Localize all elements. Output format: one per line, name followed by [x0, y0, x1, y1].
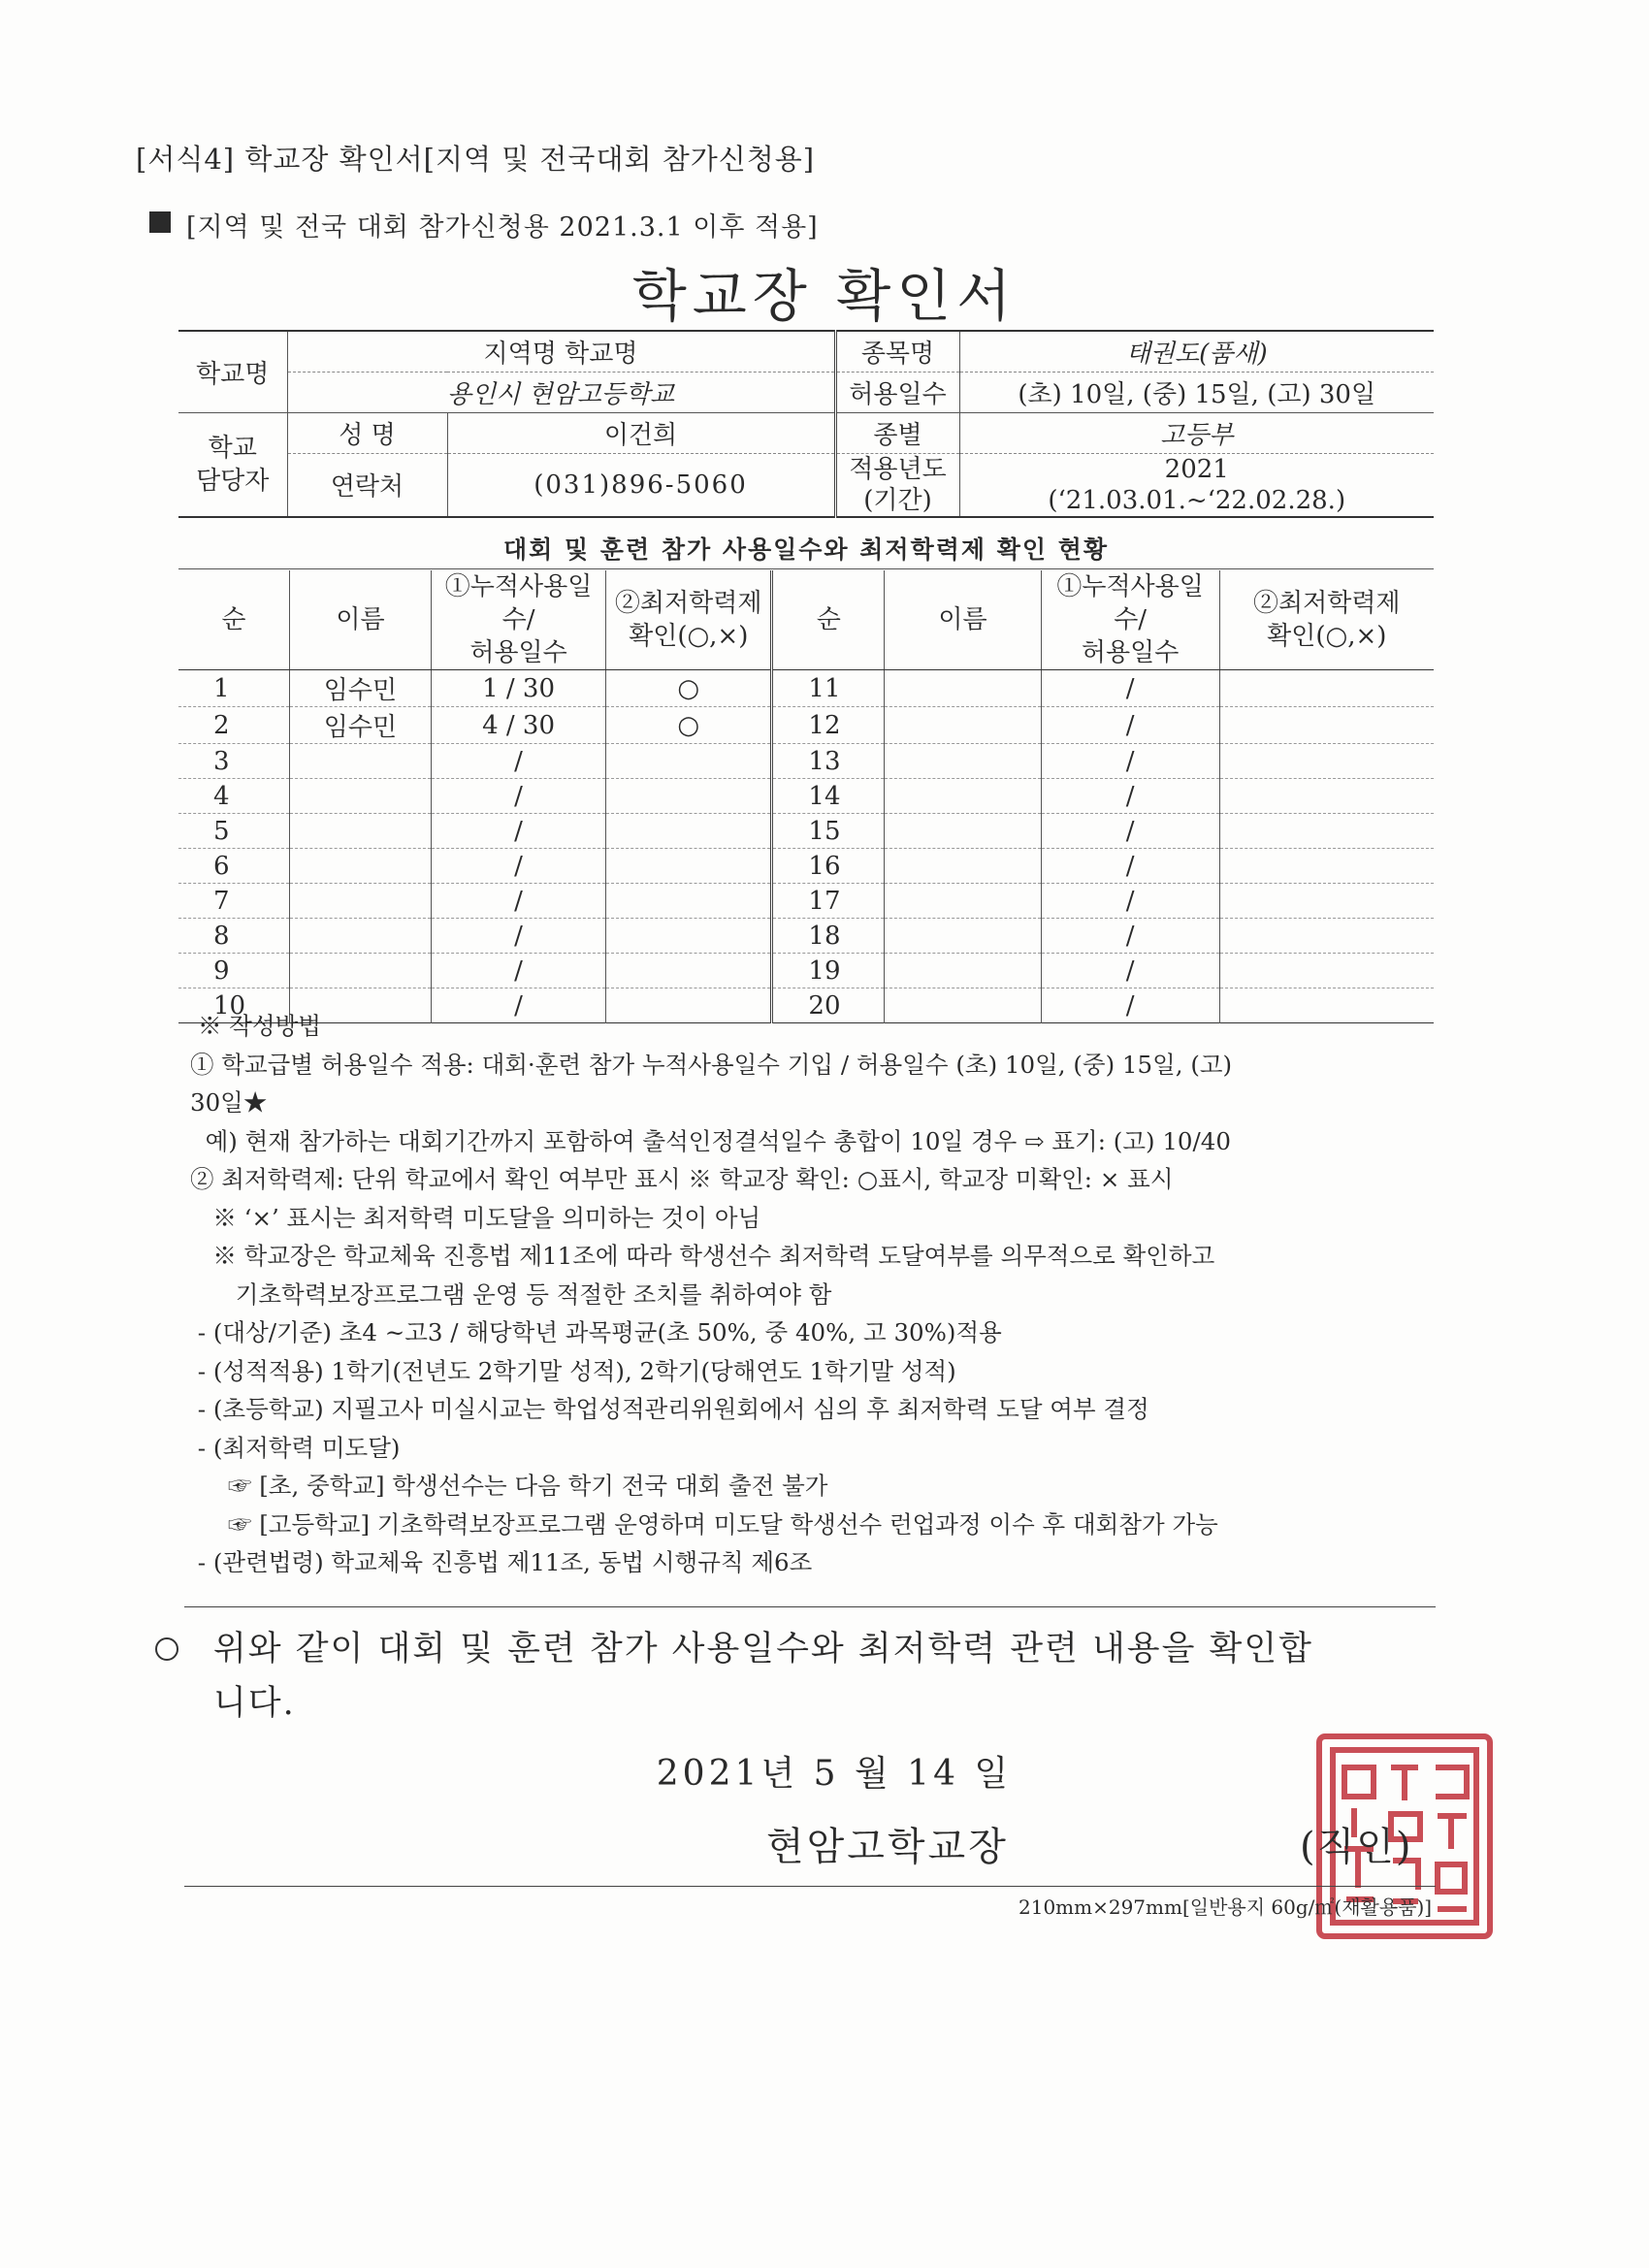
row-days-right: /: [1041, 707, 1219, 744]
row-check-right: [1219, 670, 1434, 707]
row-no: 3: [178, 744, 289, 779]
row-days: /: [432, 884, 606, 919]
writing-instructions: [190, 1007, 1232, 1582]
allowed-days-label: 허용일수: [835, 372, 959, 412]
confirmation-text: [213, 1622, 1426, 1731]
name-value: 이건희: [447, 412, 835, 453]
circle-bullet-icon: [155, 1637, 178, 1661]
notes-lines: [190, 1046, 1232, 1582]
table-row: [178, 814, 1434, 849]
header-grade-line1: ②최저학력제: [614, 589, 762, 618]
note-line: - (초등학교) 지필고사 미실시교는 학업성적관리위원회에서 심의 후 최저학력 도달 여부 결정: [190, 1395, 1149, 1423]
note-line: - (성적적용) 1학기(전년도 2학기말 성적), 2학기(당해연도 1학기말 성적): [190, 1356, 956, 1385]
row-no-right: 20: [772, 988, 885, 1023]
square-bullet-icon: [149, 211, 171, 233]
header-days-line1: ①누적사용일수/: [444, 572, 593, 634]
manager-label-line2: 담당자: [196, 466, 270, 496]
issue-date: 2021년 5 월 14 일: [656, 1754, 1013, 1794]
row-check-right: [1219, 849, 1434, 884]
row-name: 임수민: [289, 707, 431, 744]
note-line: - (최저학력 미도달): [190, 1433, 401, 1462]
row-days-right: /: [1041, 849, 1219, 884]
row-check: [606, 744, 772, 779]
row-no-right: 16: [772, 849, 885, 884]
row-no: 9: [178, 954, 289, 988]
table-row: [178, 670, 1434, 707]
row-days: /: [432, 744, 606, 779]
row-no: 6: [178, 849, 289, 884]
period-value: (‘21.03.01.~‘22.02.28.): [1048, 485, 1346, 515]
note-line: ☞ [고등학교] 기초학력보장프로그램 운영하며 미도달 학생선수 런업과정 이수 후 대회참가 가능: [190, 1509, 1218, 1539]
row-days: /: [432, 919, 606, 954]
event-value: 태권도(품새): [959, 331, 1434, 372]
note-line: - (관련법령) 학교체육 진흥법 제11조, 동법 시행규칙 제6조: [190, 1548, 813, 1576]
header-name-right: 이름: [885, 570, 1041, 670]
event-label: 종목명: [835, 331, 959, 372]
row-no-right: 17: [772, 884, 885, 919]
division-value: 고등부: [959, 412, 1434, 453]
row-no-right: 13: [772, 744, 885, 779]
row-no: 4: [178, 779, 289, 814]
note-line: ※ 학교장은 학교체육 진흥법 제11조에 따라 학생선수 최저학력 도달여부를 의무적으로 확인하고: [190, 1242, 1215, 1270]
row-days: /: [432, 814, 606, 849]
row-name: [289, 849, 431, 884]
year-value: 2021: [1164, 454, 1229, 484]
header-grade-right-line2: 확인(○,×): [1267, 622, 1387, 651]
confirmation-line1: 위와 같이 대회 및 훈련 참가 사용일수와 최저학력 관련 내용을 확인합: [213, 1630, 1313, 1669]
contact-label: 연락처: [287, 453, 447, 517]
notes-heading: ※ 작성방법: [198, 1012, 321, 1040]
note-line: ☞ [초, 중학교] 학생선수는 다음 학기 전국 대회 출전 불가: [190, 1472, 828, 1500]
division-label: 종별: [835, 412, 959, 453]
row-days-right: /: [1041, 988, 1219, 1023]
name-label: 성 명: [287, 412, 447, 453]
row-name-right: [885, 814, 1041, 849]
row-no: 2: [178, 707, 289, 744]
row-check-right: [1219, 919, 1434, 954]
row-check: ○: [606, 707, 772, 744]
row-no-right: 11: [772, 670, 885, 707]
row-check-right: [1219, 707, 1434, 744]
row-name-right: [885, 884, 1041, 919]
form-number-tag: [서식4] 학교장 확인서[지역 및 전국대회 참가신청용]: [136, 143, 816, 176]
school-value: 용인시 현암고등학교: [287, 372, 835, 412]
status-table: [178, 570, 1434, 1023]
row-name: [289, 884, 431, 919]
manager-label: [178, 412, 287, 517]
row-name-right: [885, 849, 1041, 884]
row-days: 1 / 30: [432, 670, 606, 707]
row-name-right: [885, 670, 1041, 707]
header-no: 순: [178, 570, 289, 670]
header-days-right-line1: ①누적사용일수/: [1056, 572, 1204, 634]
seal-placeholder: (직인): [1300, 1825, 1413, 1869]
header-days-line2: 허용일수: [469, 638, 567, 667]
row-no-right: 19: [772, 954, 885, 988]
row-no: 1: [178, 670, 289, 707]
row-days-right: /: [1041, 919, 1219, 954]
row-check: [606, 919, 772, 954]
row-days: /: [432, 779, 606, 814]
year-label-line2: (기간): [863, 485, 932, 515]
row-check-right: [1219, 954, 1434, 988]
row-check-right: [1219, 744, 1434, 779]
header-grade-line2: 확인(○,×): [629, 622, 749, 651]
row-no: 8: [178, 919, 289, 954]
table-row: [178, 849, 1434, 884]
note-line: ② 최저학력제: 단위 학교에서 확인 여부만 표시 ※ 학교장 확인: ○표시, 학교장 미확인: × 표시: [190, 1165, 1174, 1193]
confirmation-line2: 니다.: [213, 1684, 296, 1723]
row-check-right: [1219, 988, 1434, 1023]
divider-top: [184, 1606, 1436, 1607]
table-row: [178, 919, 1434, 954]
status-section-title: 대회 및 훈련 참가 사용일수와 최저학력제 확인 현황: [178, 532, 1434, 569]
row-check: [606, 849, 772, 884]
row-days: 4 / 30: [432, 707, 606, 744]
allowed-days-value: (초) 10일, (중) 15일, (고) 30일: [959, 372, 1434, 412]
year-label: [835, 453, 959, 517]
row-check-right: [1219, 884, 1434, 919]
row-check: [606, 884, 772, 919]
row-check: [606, 954, 772, 988]
header-name: 이름: [289, 570, 431, 670]
header-days-right: [1041, 570, 1219, 670]
row-days-right: /: [1041, 884, 1219, 919]
table-row: [178, 954, 1434, 988]
contact-value: (031)896-5060: [447, 453, 835, 517]
note-line: 30일★: [190, 1088, 268, 1117]
row-name-right: [885, 954, 1041, 988]
row-check: [606, 814, 772, 849]
note-line: 기초학력보장프로그램 운영 등 적절한 조치를 취하여야 함: [190, 1280, 832, 1309]
row-no: 7: [178, 884, 289, 919]
row-days-right: /: [1041, 744, 1219, 779]
row-days: /: [432, 849, 606, 884]
row-no-right: 14: [772, 779, 885, 814]
note-line: ※ ‘×’ 표시는 최저학력 미도달을 의미하는 것이 아님: [190, 1203, 761, 1232]
header-grade-right: [1219, 570, 1434, 670]
row-name: [289, 919, 431, 954]
row-check: ○: [606, 670, 772, 707]
row-name: [289, 814, 431, 849]
table-row: [178, 779, 1434, 814]
row-name: [289, 779, 431, 814]
header-grade: [606, 570, 772, 670]
row-no-right: 12: [772, 707, 885, 744]
note-line: - (대상/기준) 초4 ~고3 / 해당학년 과목평균(초 50%, 중 40%, 고 30%)적용: [190, 1318, 1002, 1346]
table-row: [178, 884, 1434, 919]
row-name-right: [885, 707, 1041, 744]
row-days: /: [432, 988, 606, 1023]
document-title: 학교장 확인서: [631, 263, 1018, 329]
school-info-table: [178, 330, 1434, 518]
school-label: 학교명: [178, 331, 287, 412]
row-name: 임수민: [289, 670, 431, 707]
header-days: [432, 570, 606, 670]
row-days-right: /: [1041, 954, 1219, 988]
table-row: [178, 707, 1434, 744]
row-name: [289, 954, 431, 988]
row-no-right: 15: [772, 814, 885, 849]
applicability-text: [지역 및 전국 대회 참가신청용 2021.3.1 이후 적용]: [186, 212, 819, 243]
header-days-right-line2: 허용일수: [1081, 638, 1180, 667]
row-no: 5: [178, 814, 289, 849]
applicability-note: [186, 206, 819, 243]
principal-title: 현암고학교장: [766, 1825, 1009, 1869]
row-days-right: /: [1041, 670, 1219, 707]
row-days-right: /: [1041, 814, 1219, 849]
row-days: /: [432, 954, 606, 988]
row-no: 10: [178, 988, 289, 1023]
year-value-cell: [959, 453, 1434, 517]
row-name-right: [885, 744, 1041, 779]
row-check-right: [1219, 814, 1434, 849]
note-line: ① 학교급별 허용일수 적용: 대회·훈련 참가 누적사용일수 기입 / 허용일수 (초) 10일, (중) 15일, (고): [190, 1050, 1233, 1079]
header-no-right: 순: [772, 570, 885, 670]
row-check-right: [1219, 779, 1434, 814]
manager-label-line1: 학교: [208, 433, 257, 463]
table-row: [178, 744, 1434, 779]
row-name: [289, 744, 431, 779]
row-no-right: 18: [772, 919, 885, 954]
header-grade-right-line1: ②최저학력제: [1252, 589, 1401, 618]
row-days-right: /: [1041, 779, 1219, 814]
year-label-line1: 적용년도: [849, 454, 947, 484]
note-line: 예) 현재 참가하는 대회기간까지 포함하여 출석인정결석일수 총합이 10일 경우 ⇨ 표기: (고) 10/40: [190, 1126, 1231, 1155]
paper-spec: 210mm×297mm[일반용지 60g/㎡(재활용품)]: [1018, 1895, 1433, 1919]
row-check: [606, 779, 772, 814]
row-name-right: [885, 919, 1041, 954]
school-header: 지역명 학교명: [287, 331, 835, 372]
row-name-right: [885, 779, 1041, 814]
divider-bottom: [184, 1886, 1436, 1887]
